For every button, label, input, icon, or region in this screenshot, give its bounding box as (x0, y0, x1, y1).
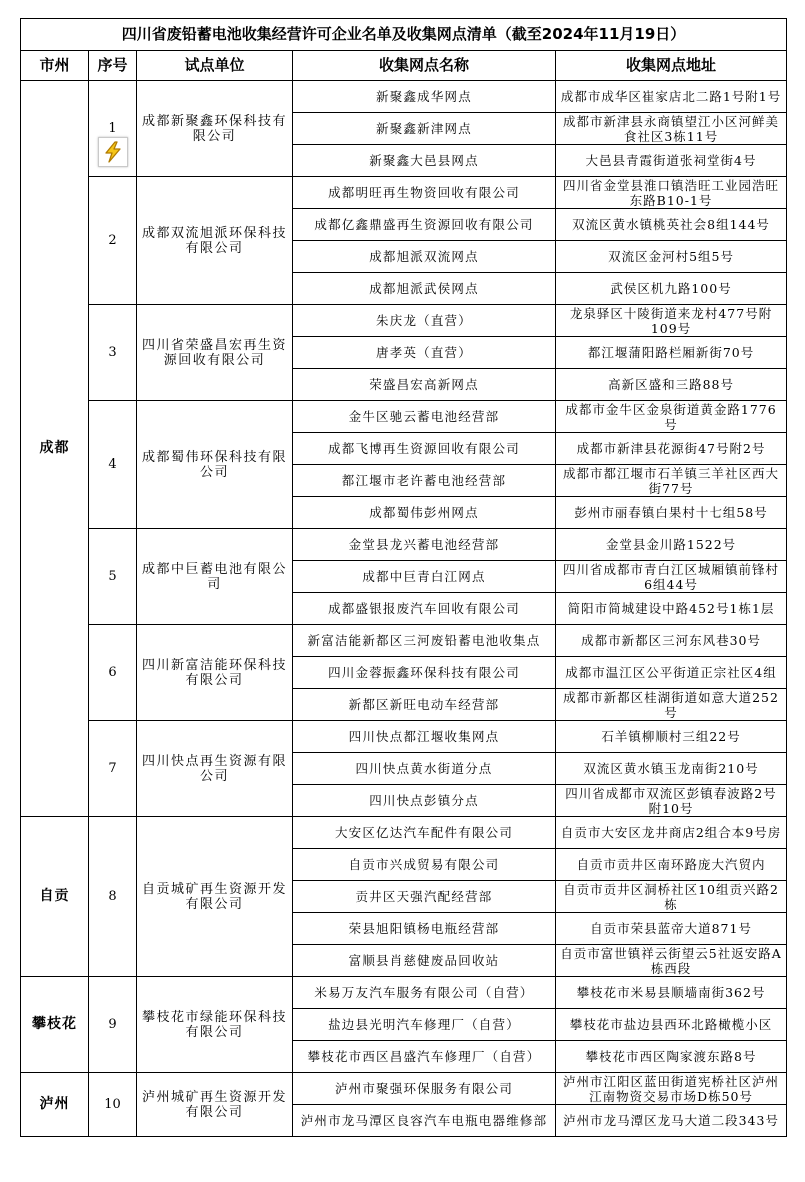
point-name-cell: 金牛区驰云蓄电池经营部 (293, 401, 556, 433)
point-name-cell: 贡井区天强汽配经营部 (293, 881, 556, 913)
header-point-address: 收集网点地址 (556, 51, 787, 81)
table-row (21, 81, 787, 113)
point-name-cell: 金堂县龙兴蓄电池经营部 (293, 529, 556, 561)
table-body (21, 81, 787, 1137)
table-row (21, 401, 787, 433)
point-address-cell: 攀枝花市西区陶家渡东路8号 (556, 1041, 787, 1073)
point-address-cell: 都江堰蒲阳路栏厢新街70号 (556, 337, 787, 369)
point-name-cell: 攀枝花市西区昌盛汽车修理厂（自营） (293, 1041, 556, 1073)
point-name-cell: 泸州市龙马潭区良容汽车电瓶电器维修部 (293, 1105, 556, 1137)
point-address-cell: 成都市都江堰市石羊镇三羊社区西大街77号 (556, 465, 787, 497)
point-name-cell: 自贡市兴成贸易有限公司 (293, 849, 556, 881)
document (20, 18, 786, 1137)
table-row (21, 817, 787, 849)
point-address-cell: 攀枝花市盐边县西环北路橄榄小区 (556, 1009, 787, 1041)
enterprise-table (20, 18, 787, 1137)
unit-number-cell: 1 (89, 81, 137, 177)
table-row (21, 305, 787, 337)
point-name-cell: 成都旭派双流网点 (293, 241, 556, 273)
point-address-cell: 四川省成都市双流区彭镇春波路2号附10号 (556, 785, 787, 817)
unit-name-cell: 四川快点再生资源有限公司 (137, 721, 293, 817)
unit-number-cell: 2 (89, 177, 137, 305)
unit-number-cell: 6 (89, 625, 137, 721)
point-name-cell: 四川快点黄水街道分点 (293, 753, 556, 785)
table-row (21, 625, 787, 657)
point-name-cell: 成都亿鑫鼎盛再生资源回收有限公司 (293, 209, 556, 241)
header-number: 序号 (89, 51, 137, 81)
point-address-cell: 成都市新津县花源街47号附2号 (556, 433, 787, 465)
point-address-cell: 成都市新津县永商镇望江小区河鲜美食社区3栋11号 (556, 113, 787, 145)
point-address-cell: 攀枝花市米易县顺墙南街362号 (556, 977, 787, 1009)
unit-name-cell: 四川新富洁能环保科技有限公司 (137, 625, 293, 721)
point-address-cell: 成都市金牛区金泉街道黄金路1776号 (556, 401, 787, 433)
city-cell: 泸州 (21, 1073, 89, 1137)
point-address-cell: 大邑县青霞街道张祠堂街4号 (556, 145, 787, 177)
point-name-cell: 富顺县肖慈健废品回收站 (293, 945, 556, 977)
point-name-cell: 荣县旭阳镇杨电瓶经营部 (293, 913, 556, 945)
point-name-cell: 新富洁能新都区三河废铅蓄电池收集点 (293, 625, 556, 657)
point-address-cell: 自贡市大安区龙井商店2组合本9号房 (556, 817, 787, 849)
point-address-cell: 自贡市贡井区南环路庞大汽贸内 (556, 849, 787, 881)
point-address-cell: 石羊镇柳顺村三组22号 (556, 721, 787, 753)
point-address-cell: 成都市温江区公平街道正宗社区4组 (556, 657, 787, 689)
point-address-cell: 双流区黄水镇桃英社会8组144号 (556, 209, 787, 241)
point-address-cell: 双流区金河村5组5号 (556, 241, 787, 273)
unit-name-cell: 攀枝花市绿能环保科技有限公司 (137, 977, 293, 1073)
city-cell: 自贡 (21, 817, 89, 977)
city-cell: 成都 (21, 81, 89, 817)
point-address-cell: 武侯区机九路100号 (556, 273, 787, 305)
point-name-cell: 盐边县光明汽车修理厂（自营） (293, 1009, 556, 1041)
point-address-cell: 四川省成都市青白江区城厢镇前锋村6组44号 (556, 561, 787, 593)
point-address-cell: 彭州市丽春镇白果村十七组58号 (556, 497, 787, 529)
point-address-cell: 泸州市龙马潭区龙马大道二段343号 (556, 1105, 787, 1137)
point-name-cell: 新聚鑫成华网点 (293, 81, 556, 113)
unit-name-cell: 四川省荣盛昌宏再生资源回收有限公司 (137, 305, 293, 401)
unit-name-cell: 成都中巨蓄电池有限公司 (137, 529, 293, 625)
point-name-cell: 成都旭派武侯网点 (293, 273, 556, 305)
unit-name-cell: 泸州城矿再生资源开发有限公司 (137, 1073, 293, 1137)
unit-number-cell: 9 (89, 977, 137, 1073)
unit-name-cell: 成都蜀伟环保科技有限公司 (137, 401, 293, 529)
point-name-cell: 四川快点都江堰收集网点 (293, 721, 556, 753)
unit-name-cell: 成都双流旭派环保科技有限公司 (137, 177, 293, 305)
point-address-cell: 四川省金堂县淮口镇浩旺工业园浩旺东路B10-1号 (556, 177, 787, 209)
table-row (21, 529, 787, 561)
point-address-cell: 金堂县金川路1522号 (556, 529, 787, 561)
header-unit: 试点单位 (137, 51, 293, 81)
point-address-cell: 泸州市江阳区蓝田街道宪桥社区泸州江南物资交易市场D栋50号 (556, 1073, 787, 1105)
point-name-cell: 大安区亿达汽车配件有限公司 (293, 817, 556, 849)
point-name-cell: 成都蜀伟彭州网点 (293, 497, 556, 529)
lightning-icon[interactable] (98, 137, 128, 167)
point-address-cell: 成都市新都区三河东风巷30号 (556, 625, 787, 657)
point-name-cell: 新聚鑫大邑县网点 (293, 145, 556, 177)
unit-name-cell: 成都新聚鑫环保科技有限公司 (137, 81, 293, 177)
unit-number-cell: 7 (89, 721, 137, 817)
table-row (21, 721, 787, 753)
point-name-cell: 荣盛昌宏高新网点 (293, 369, 556, 401)
table-row (21, 177, 787, 209)
unit-number-cell: 4 (89, 401, 137, 529)
point-name-cell: 新都区新旺电动车经营部 (293, 689, 556, 721)
point-address-cell: 简阳市简城建设中路452号1栋1层 (556, 593, 787, 625)
point-address-cell: 自贡市荣县蓝帝大道871号 (556, 913, 787, 945)
table-title: 四川省废铅蓄电池收集经营许可企业名单及收集网点清单（截至2024年11月19日） (21, 19, 787, 51)
point-address-cell: 自贡市贡井区洞桥社区10组贡兴路2栋 (556, 881, 787, 913)
unit-number-cell: 8 (89, 817, 137, 977)
point-name-cell: 成都飞博再生资源回收有限公司 (293, 433, 556, 465)
point-name-cell: 成都盛银报废汽车回收有限公司 (293, 593, 556, 625)
point-name-cell: 四川金蓉振鑫环保科技有限公司 (293, 657, 556, 689)
point-address-cell: 高新区盛和三路88号 (556, 369, 787, 401)
point-name-cell: 成都中巨青白江网点 (293, 561, 556, 593)
point-name-cell: 新聚鑫新津网点 (293, 113, 556, 145)
table-row (21, 977, 787, 1009)
point-name-cell: 都江堰市老许蓄电池经营部 (293, 465, 556, 497)
point-name-cell: 泸州市聚强环保服务有限公司 (293, 1073, 556, 1105)
point-address-cell: 成都市新都区桂湖街道如意大道252号 (556, 689, 787, 721)
point-name-cell: 朱庆龙（直营） (293, 305, 556, 337)
city-cell: 攀枝花 (21, 977, 89, 1073)
point-address-cell: 双流区黄水镇玉龙南街210号 (556, 753, 787, 785)
header-point-name: 收集网点名称 (293, 51, 556, 81)
point-name-cell: 成都明旺再生物资回收有限公司 (293, 177, 556, 209)
unit-number-cell: 3 (89, 305, 137, 401)
point-address-cell: 成都市成华区崔家店北二路1号附1号 (556, 81, 787, 113)
unit-number-cell: 10 (89, 1073, 137, 1137)
point-name-cell: 米易万友汽车服务有限公司（自营） (293, 977, 556, 1009)
point-name-cell: 四川快点彭镇分点 (293, 785, 556, 817)
header-city: 市州 (21, 51, 89, 81)
table-row (21, 1073, 787, 1105)
point-address-cell: 龙泉驿区十陵街道来龙村477号附109号 (556, 305, 787, 337)
unit-number-cell: 5 (89, 529, 137, 625)
point-address-cell: 自贡市富世镇祥云街望云5社返安路A栋西段 (556, 945, 787, 977)
unit-name-cell: 自贡城矿再生资源开发有限公司 (137, 817, 293, 977)
point-name-cell: 唐孝英（直营） (293, 337, 556, 369)
